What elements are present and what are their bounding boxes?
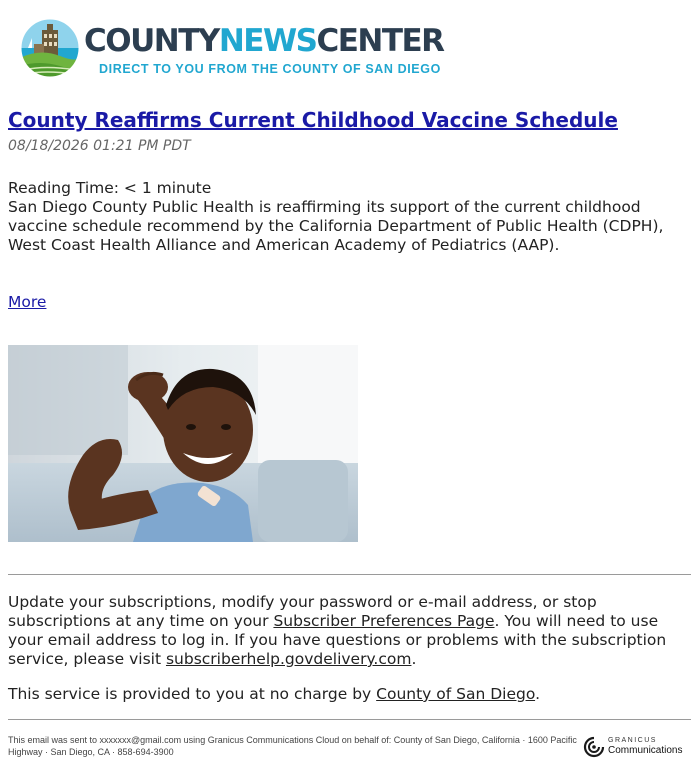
email-sent-notice: This email was sent to xxxxxxx@gmail.com using Granicus Communications Cloud on behalf of: County of San Diego, California · 1600 Pacific Highway · San Diego, CA · 858-694-3900 xyxy=(8,735,577,757)
granicus-logo xyxy=(583,736,693,758)
divider-bottom xyxy=(8,719,691,720)
divider-top xyxy=(8,574,691,575)
county-news-center-header xyxy=(20,18,480,82)
service-text-pre: This service is provided to you at no charge by xyxy=(8,685,377,703)
county-of-san-diego-link[interactable]: County of San Diego xyxy=(376,685,536,703)
granicus-label-top: GRANICUS xyxy=(608,737,657,744)
service-text-end: . xyxy=(535,685,541,703)
article-body xyxy=(8,179,688,255)
subscription-notice xyxy=(8,593,694,669)
update-text-mid: . You will need to use your email address to log in. If you have questions or problems with the subscription service, please visit xyxy=(8,612,667,668)
subscriber-preferences-link[interactable]: Subscriber Preferences Page xyxy=(273,612,495,630)
update-text-pre: Update your subscriptions, modify your password or e-mail address, or stop subscriptions at any time on your xyxy=(8,593,597,630)
brand-county: COUNTY xyxy=(84,23,219,59)
subscriber-help-link[interactable]: subscriberhelp.govdelivery.com xyxy=(165,650,412,668)
granicus-logo-icon xyxy=(583,736,605,758)
article-summary: San Diego County Public Health is reaffirming its support of the current childhood vaccine schedule recommend by the California Department of Public Health (CDPH), West Coast Health Alliance and American Academy of Pediatrics (AAP). xyxy=(8,198,664,254)
service-notice xyxy=(8,685,540,703)
reading-time: Reading Time: < 1 minute xyxy=(8,179,212,197)
county-seal-logo-icon xyxy=(20,18,80,78)
more-link[interactable]: More xyxy=(8,293,47,311)
article-headline-link[interactable]: County Reaffirms Current Childhood Vaccine Schedule xyxy=(8,108,618,132)
brand-tagline: DIRECT TO YOU FROM THE COUNTY OF SAN DIEGO xyxy=(99,62,441,76)
granicus-label-bottom: Communications xyxy=(608,745,683,756)
article-date: 08/18/2026 01:21 PM PDT xyxy=(8,138,191,154)
brand-center: CENTER xyxy=(316,23,444,59)
brand-news: NEWS xyxy=(218,23,317,59)
article-photo[interactable] xyxy=(8,345,358,542)
update-text-end: . xyxy=(411,650,417,668)
brand-wordmark xyxy=(84,23,444,59)
